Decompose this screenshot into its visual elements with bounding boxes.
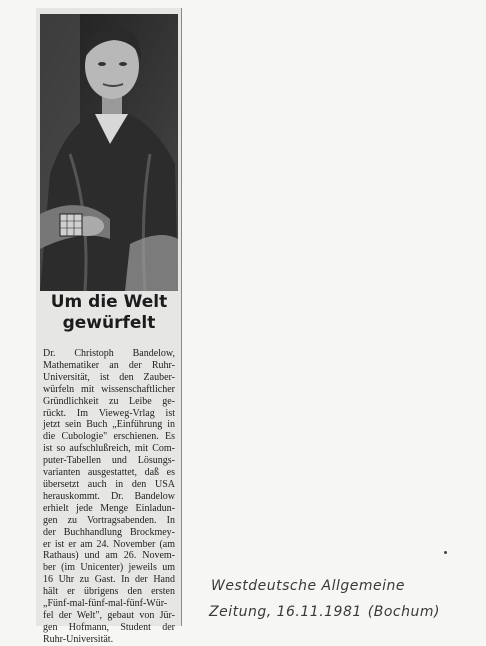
portrait-photo [40, 14, 178, 291]
annotation-line-1: Westdeutsche Allgemeine [211, 578, 406, 594]
body-line: „Fünf-mal-fünf-mal-fünf-Wür- [43, 598, 168, 610]
body-line: jetzt sein Buch „Einführung in [43, 419, 175, 431]
handwritten-annotation [203, 573, 481, 625]
headline-line-2: gewürfelt [62, 313, 156, 333]
body-line: varianten ausgestattet, daß es [43, 467, 175, 479]
body-line: herauskommt. Dr. Bandelow [43, 490, 175, 502]
headline-line-1: Um die Welt [50, 292, 168, 312]
body-line: übersetzt auch in den USA [43, 478, 175, 490]
body-line: Dr. Christoph Bandelow, [43, 348, 175, 359]
body-line: würfeln mit wissenschaftlicher [43, 383, 175, 395]
body-line: gen zu Vortragsabenden. In [43, 514, 175, 526]
body-line: ist so aufschlußreich, mit Com- [43, 443, 175, 455]
body-line: Universität, ist den Zauber- [43, 371, 175, 383]
body-line: fel der Welt", gebaut von Jür- [43, 609, 175, 621]
body-line: ber (im Unicenter) jeweils um [43, 562, 175, 574]
body-line: Mathematiker an der Ruhr- [43, 359, 175, 371]
body-line: die Cubologie" erschienen. Es [43, 431, 175, 443]
body-line: gen Hofmann, Student der [43, 621, 175, 633]
ink-speck [444, 551, 447, 554]
body-line: erhielt jede Menge Einladun- [43, 502, 175, 514]
body-line: Rathaus) und am 26. Novem- [43, 550, 175, 562]
body-line: 16 Uhr zu Gast. In der Hand [43, 574, 175, 586]
column-rule [181, 8, 182, 626]
body-line: hält er übrigens den ersten [43, 586, 175, 598]
body-line: rückt. Im Vieweg-Vrlag ist [43, 407, 175, 419]
annotation-city: (Bochum) [367, 604, 440, 620]
annotation-paper-date: Zeitung, 16.11.1981 [209, 604, 362, 620]
body-line: Ruhr-Universität. [43, 633, 114, 645]
headline [38, 292, 180, 334]
body-line: der Buchhandlung Brockmey- [43, 526, 175, 538]
article-body [43, 348, 175, 646]
body-line: puter-Tabellen und Lösungs- [43, 455, 175, 467]
body-line: er ist er am 24. November (am [43, 538, 175, 550]
body-line: Gründlichkeit zu Leibe ge- [43, 395, 175, 407]
annotation-line-2 [203, 599, 481, 625]
